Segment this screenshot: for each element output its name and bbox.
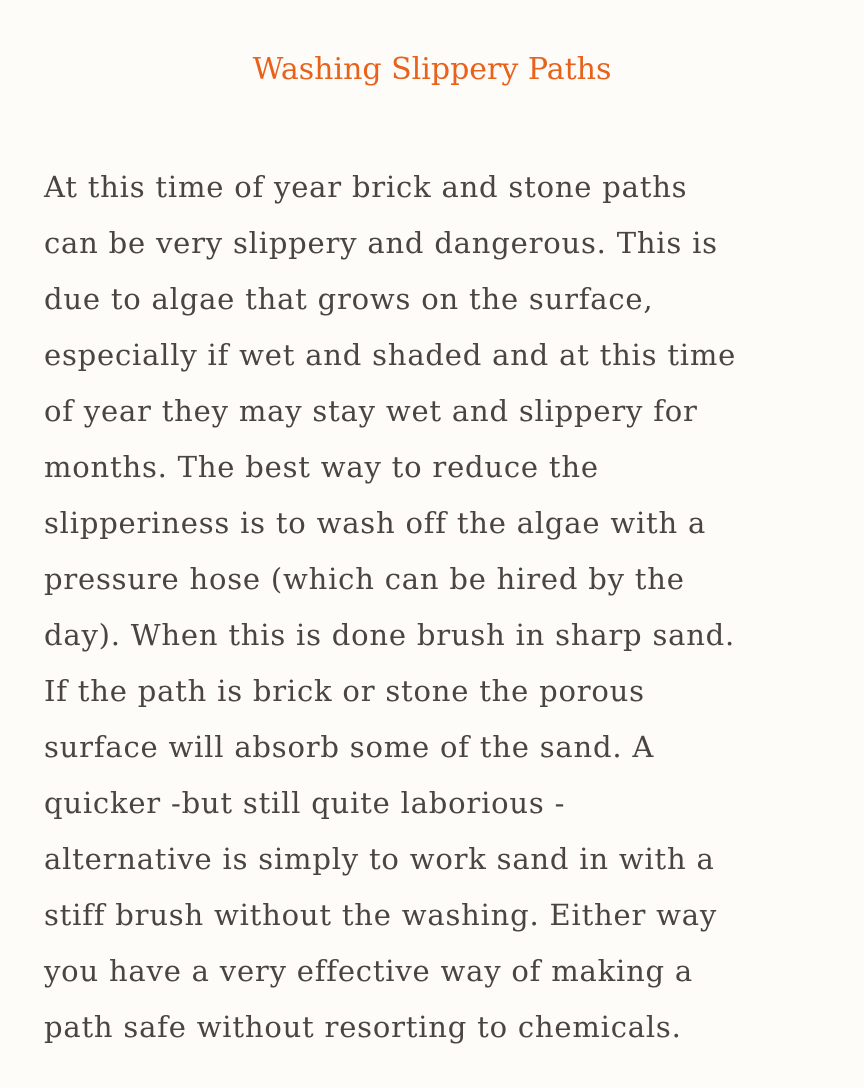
article-body xyxy=(44,159,834,1055)
body-line: If the path is brick or stone the porous xyxy=(44,674,645,708)
body-line: day). When this is done brush in sharp sand. xyxy=(44,618,736,652)
body-line: slipperiness is to wash off the algae with a xyxy=(44,506,707,540)
body-line: of year they may stay wet and slippery for xyxy=(44,394,698,428)
body-line: due to algae that grows on the surface, xyxy=(44,282,654,316)
body-line: you have a very effective way of making a xyxy=(44,954,694,988)
body-line: months. The best way to reduce the xyxy=(44,450,599,484)
body-line: stiff brush without the washing. Either way xyxy=(44,898,718,932)
body-line: path safe without resorting to chemicals. xyxy=(44,1010,682,1044)
body-line: alternative is simply to work sand in with a xyxy=(44,842,715,876)
body-line: can be very slippery and dangerous. This is xyxy=(44,226,718,260)
body-line: quicker -but still quite laborious - xyxy=(44,786,566,820)
body-line: especially if wet and shaded and at this time xyxy=(44,338,737,372)
body-line: At this time of year brick and stone paths xyxy=(44,170,688,204)
body-line: pressure hose (which can be hired by the xyxy=(44,562,685,596)
body-line: surface will absorb some of the sand. A xyxy=(44,730,655,764)
article-title: Washing Slippery Paths xyxy=(252,52,612,87)
